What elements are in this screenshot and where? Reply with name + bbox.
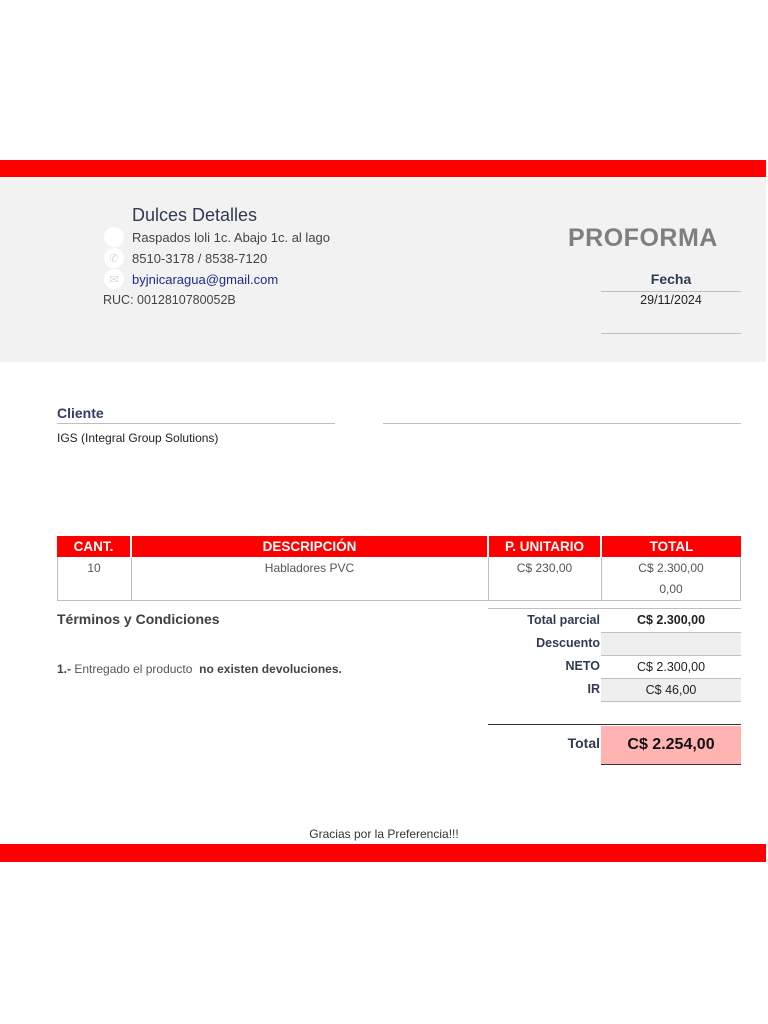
terms-item-bold: no existen devoluciones. [199, 662, 342, 676]
company-name: Dulces Detalles [132, 205, 258, 225]
date-bottom-line [601, 333, 741, 334]
row-unit-price: C$ 230,00 [516, 561, 573, 575]
bottom-red-bar [0, 844, 766, 862]
net-label: NETO [565, 659, 600, 673]
header-unit-price: P. UNITARIO [489, 536, 600, 557]
row-description: Habladores PVC [264, 561, 355, 575]
phone-icon: ✆ [104, 248, 124, 268]
header-description: DESCRIPCIÓN [132, 536, 487, 557]
total-bottom-line [601, 764, 741, 765]
phone-row [104, 248, 267, 268]
discount-label: Descuento [536, 636, 600, 650]
client-divider [57, 423, 335, 424]
address-row [104, 227, 330, 247]
phone-text: 8510-3178 / 8538-7120 [132, 250, 268, 266]
total-label: Total [567, 735, 600, 751]
ruc-number: RUC: 0012810780052B [103, 293, 236, 307]
email-row [104, 269, 278, 289]
terms-item [57, 662, 342, 676]
email-icon: ✉ [104, 269, 124, 289]
date-value: 29/11/2024 [640, 293, 702, 307]
terms-item-text: Entregado el producto [74, 662, 193, 676]
date-divider [601, 291, 741, 292]
location-icon [104, 227, 124, 247]
ir-label: IR [587, 682, 600, 696]
table-border-bottom [57, 600, 741, 601]
email-link[interactable]: byjnicaragua@gmail.com [132, 271, 279, 287]
row-total: C$ 2.300,00 [638, 561, 704, 575]
total-top-line [488, 724, 741, 725]
ir-value: C$ 46,00 [601, 679, 741, 701]
summary-line-4 [601, 701, 741, 702]
discount-value [601, 633, 741, 655]
terms-title: Términos y Condiciones [57, 611, 220, 627]
client-right-line [383, 423, 741, 424]
top-red-bar [0, 160, 766, 177]
subtotal-value: C$ 2.300,00 [636, 613, 706, 627]
subtotal-label: Total parcial [527, 613, 600, 627]
header-qty: CANT. [57, 536, 130, 557]
net-value: C$ 2.300,00 [636, 660, 706, 674]
terms-item-number: 1.- [57, 662, 72, 676]
document-title: PROFORMA [568, 224, 718, 252]
thanks-message: Gracias por la Preferencia!!! [309, 827, 459, 841]
row-qty: 10 [87, 561, 101, 575]
total-value: C$ 2.254,00 [601, 726, 741, 764]
address-text: Raspados loli 1c. Abajo 1c. al lago [132, 229, 331, 245]
date-label: Fecha [650, 271, 692, 287]
row-extra-total: 0,00 [659, 582, 683, 596]
client-label: Cliente [57, 405, 104, 421]
header-total: TOTAL [602, 536, 741, 557]
client-name: IGS (Integral Group Solutions) [57, 431, 219, 445]
